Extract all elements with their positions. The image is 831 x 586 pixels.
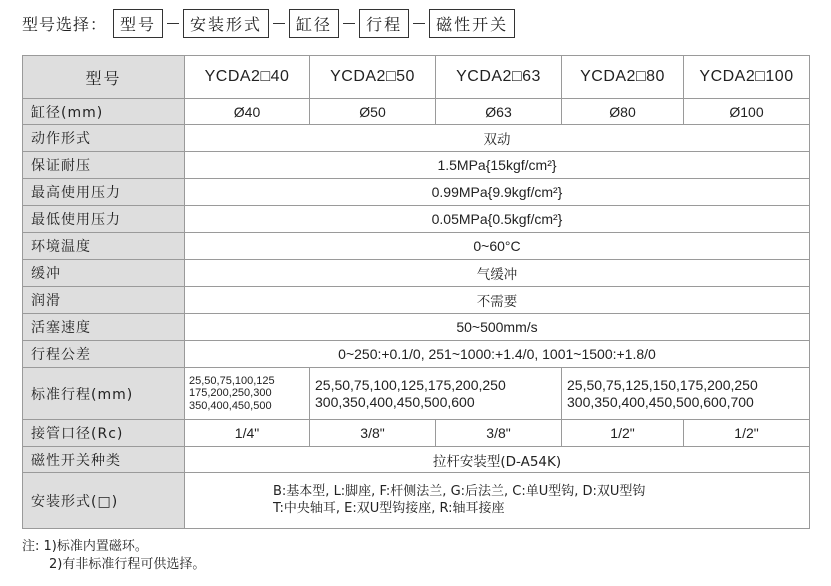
bore-value: Ø50	[310, 99, 436, 125]
row-value: 拉杆安装型(D-A54K)	[185, 447, 810, 473]
stroke-line: 300,350,400,450,500,600,700	[567, 393, 754, 410]
table-row	[23, 152, 810, 179]
table-row	[23, 341, 810, 368]
model-80: YCDA2□80	[562, 56, 684, 99]
row-value: 50~500mm/s	[185, 314, 810, 341]
header-row	[23, 56, 810, 99]
separator	[413, 23, 425, 24]
selection-part-model: 型号	[113, 9, 163, 38]
stroke-line: 300,350,400,450,500,600	[315, 393, 475, 410]
row-label: 润滑	[23, 287, 185, 314]
bore-value: Ø80	[562, 99, 684, 125]
mounting-row	[23, 473, 810, 529]
model-selection	[22, 8, 515, 38]
bore-value: Ø63	[436, 99, 562, 125]
port-value: 3/8"	[436, 420, 562, 447]
spec-table	[22, 55, 810, 529]
port-value: 3/8"	[310, 420, 436, 447]
selection-part-stroke: 行程	[359, 9, 409, 38]
model-40: YCDA2□40	[185, 56, 310, 99]
selection-part-bore: 缸径	[289, 9, 339, 38]
stroke-line: 25,50,75,125,150,175,200,250	[567, 377, 758, 394]
table-row	[23, 314, 810, 341]
stroke-line: 350,400,450,500	[189, 399, 272, 412]
separator	[273, 23, 285, 24]
header-label: 型号	[23, 56, 185, 99]
row-value: 不需要	[185, 287, 810, 314]
row-value: 0.05MPa{0.5kgf/cm²}	[185, 206, 810, 233]
row-value: 0~250:+0.1/0, 251~1000:+1.4/0, 1001~1500:+1.8/0	[185, 341, 810, 368]
selection-part-mounting: 安装形式	[183, 9, 269, 38]
row-label: 标准行程(mm)	[23, 368, 185, 420]
table-row	[23, 233, 810, 260]
row-label: 保证耐压	[23, 152, 185, 179]
table-row	[23, 260, 810, 287]
row-label: 环境温度	[23, 233, 185, 260]
row-value: 0~60°C	[185, 233, 810, 260]
model-63: YCDA2□63	[436, 56, 562, 99]
row-label: 最低使用压力	[23, 206, 185, 233]
row-label: 安装形式(□)	[23, 473, 185, 529]
stroke-line: 175,200,250,300	[189, 387, 272, 400]
switch-row	[23, 447, 810, 473]
bore-value: Ø40	[185, 99, 310, 125]
row-label: 活塞速度	[23, 314, 185, 341]
bore-row	[23, 99, 810, 125]
model-100: YCDA2□100	[684, 56, 810, 99]
notes	[22, 538, 205, 574]
model-50: YCDA2□50	[310, 56, 436, 99]
row-value: 1.5MPa{15kgf/cm²}	[185, 152, 810, 179]
port-row	[23, 420, 810, 447]
stroke-group-80-100	[562, 368, 810, 420]
selection-part-switch: 磁性开关	[429, 9, 515, 38]
stroke-line: 25,50,75,100,125,175,200,250	[315, 377, 506, 394]
row-label: 动作形式	[23, 125, 185, 152]
row-value: 双动	[185, 125, 810, 152]
row-label: 最高使用压力	[23, 179, 185, 206]
stroke-row	[23, 368, 810, 420]
row-label: 缸径(mm)	[23, 99, 185, 125]
row-label: 接管口径(Rc)	[23, 420, 185, 447]
table-row	[23, 287, 810, 314]
row-value: 气缓冲	[185, 260, 810, 287]
table-row	[23, 125, 810, 152]
port-value: 1/4"	[185, 420, 310, 447]
mounting-line: B:基本型, L:脚座, F:杆侧法兰, G:后法兰, C:单U型钩, D:双U型钩	[273, 483, 646, 499]
port-value: 1/2"	[562, 420, 684, 447]
stroke-group-40	[185, 368, 310, 420]
bore-value: Ø100	[684, 99, 810, 125]
selection-label: 型号选择：	[22, 14, 108, 34]
mounting-line: T:中央轴耳, E:双U型钩接座, R:轴耳接座	[273, 500, 505, 516]
row-value: 0.99MPa{9.9kgf/cm²}	[185, 179, 810, 206]
row-label: 磁性开关种类	[23, 447, 185, 473]
row-label: 缓冲	[23, 260, 185, 287]
table-row	[23, 179, 810, 206]
port-value: 1/2"	[684, 420, 810, 447]
stroke-line: 25,50,75,100,125	[189, 374, 275, 387]
note-line: 注: 1)标准内置磁环。	[22, 539, 148, 554]
table-row	[23, 206, 810, 233]
separator	[343, 23, 355, 24]
row-label: 行程公差	[23, 341, 185, 368]
separator	[167, 23, 179, 24]
note-line: 2)有非标准行程可供选择。	[49, 557, 206, 572]
mounting-options	[185, 473, 810, 529]
stroke-group-50-63	[310, 368, 562, 420]
